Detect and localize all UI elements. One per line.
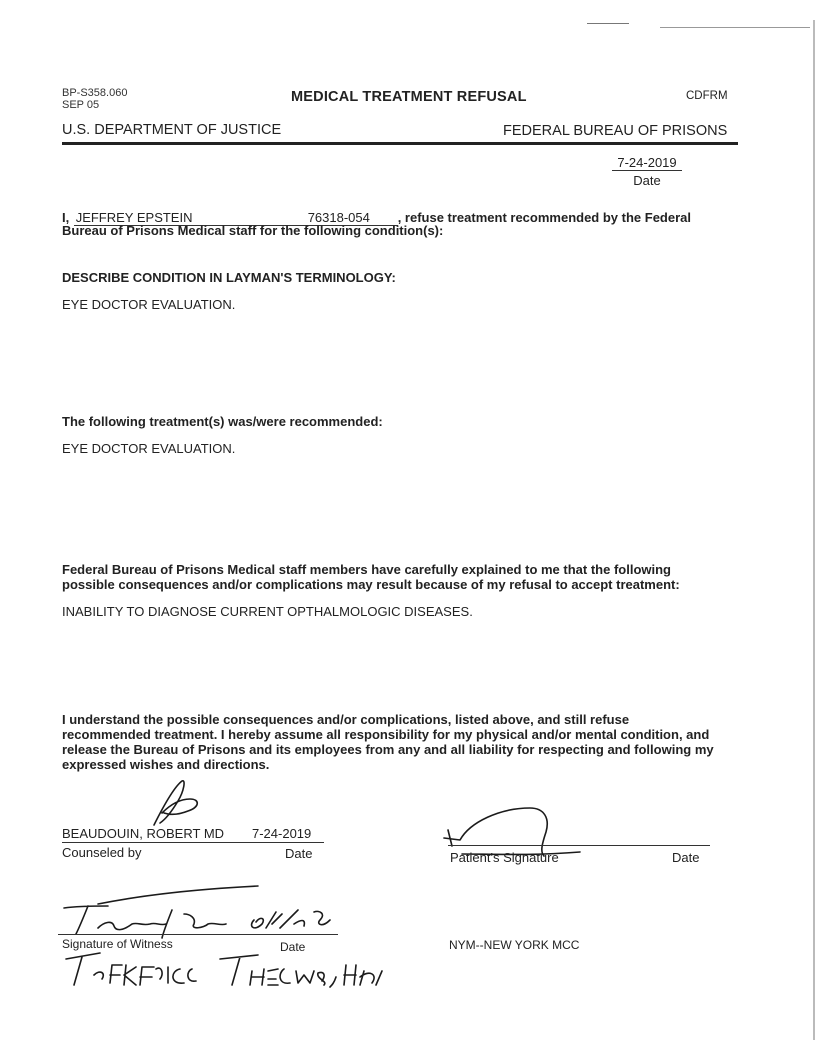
form-title: MEDICAL TREATMENT REFUSAL bbox=[291, 89, 527, 105]
statement-prefix: I, bbox=[62, 210, 70, 225]
patient-signature-label: Patient's Signature bbox=[450, 850, 559, 865]
consequences-line2: possible consequences and/or complications may result because of my refusal to accept treatment: bbox=[62, 577, 680, 592]
ack-line2: recommended treatment. I hereby assume all responsibility for my physical and/or mental condition, and bbox=[62, 727, 710, 742]
ack-line4: expressed wishes and directions. bbox=[62, 757, 270, 772]
bureau-name: FEDERAL BUREAU OF PRISONS bbox=[503, 123, 728, 139]
top-mark-2 bbox=[660, 27, 810, 28]
form-type: CDFRM bbox=[686, 90, 728, 102]
witness-line bbox=[58, 934, 338, 935]
treatment-text: EYE DOCTOR EVALUATION. bbox=[62, 441, 236, 456]
witness-date-label: Date bbox=[280, 940, 306, 954]
header-rule bbox=[62, 142, 738, 145]
counselor-name: BEAUDOUIN, ROBERT MD bbox=[62, 826, 225, 841]
witness-label: Signature of Witness bbox=[62, 937, 173, 951]
date-block bbox=[612, 155, 682, 188]
register-number: 76318-054 bbox=[308, 210, 398, 226]
treatment-heading: The following treatment(s) was/were recommended: bbox=[62, 414, 383, 429]
ack-line3: release the Bureau of Prisons and its employees from any and all liability for respecting and following my bbox=[62, 742, 714, 757]
consequences-line1: Federal Bureau of Prisons Medical staff members have carefully explained to me that the following bbox=[62, 562, 671, 577]
counselor-label: Counseled by bbox=[62, 845, 142, 860]
consequences-text: INABILITY TO DIAGNOSE CURRENT OPTHALMOLOGIC DISEASES. bbox=[62, 604, 473, 619]
top-mark bbox=[587, 23, 629, 24]
form-revision-date: SEP 05 bbox=[62, 99, 100, 111]
institution-name: NYM--NEW YORK MCC bbox=[449, 938, 580, 952]
witness-signature bbox=[58, 880, 348, 942]
condition-heading: DESCRIBE CONDITION IN LAYMAN'S TERMINOLOGY: bbox=[62, 270, 396, 285]
department-name: U.S. DEPARTMENT OF JUSTICE bbox=[62, 122, 282, 138]
form-date-value: 7-24-2019 bbox=[612, 155, 682, 171]
patient-name: JEFFREY EPSTEIN bbox=[74, 210, 308, 226]
form-date-label: Date bbox=[633, 173, 661, 188]
witness-handwritten-name bbox=[60, 945, 390, 993]
form-code: BP-S358.060 bbox=[62, 87, 128, 99]
condition-text: EYE DOCTOR EVALUATION. bbox=[62, 297, 236, 312]
patient-date-label: Date bbox=[672, 850, 700, 865]
counselor-date: 7-24-2019 bbox=[252, 826, 312, 841]
counselor-date-label: Date bbox=[285, 846, 313, 861]
ack-line1: I understand the possible consequences and/or complications, listed above, and still refuse bbox=[62, 712, 630, 727]
patient-signature-line bbox=[448, 845, 710, 846]
statement-line2: Bureau of Prisons Medical staff for the following condition(s): bbox=[62, 223, 444, 238]
statement-line1: , refuse treatment recommended by the Federal bbox=[397, 210, 691, 225]
counselor-line bbox=[62, 842, 324, 843]
